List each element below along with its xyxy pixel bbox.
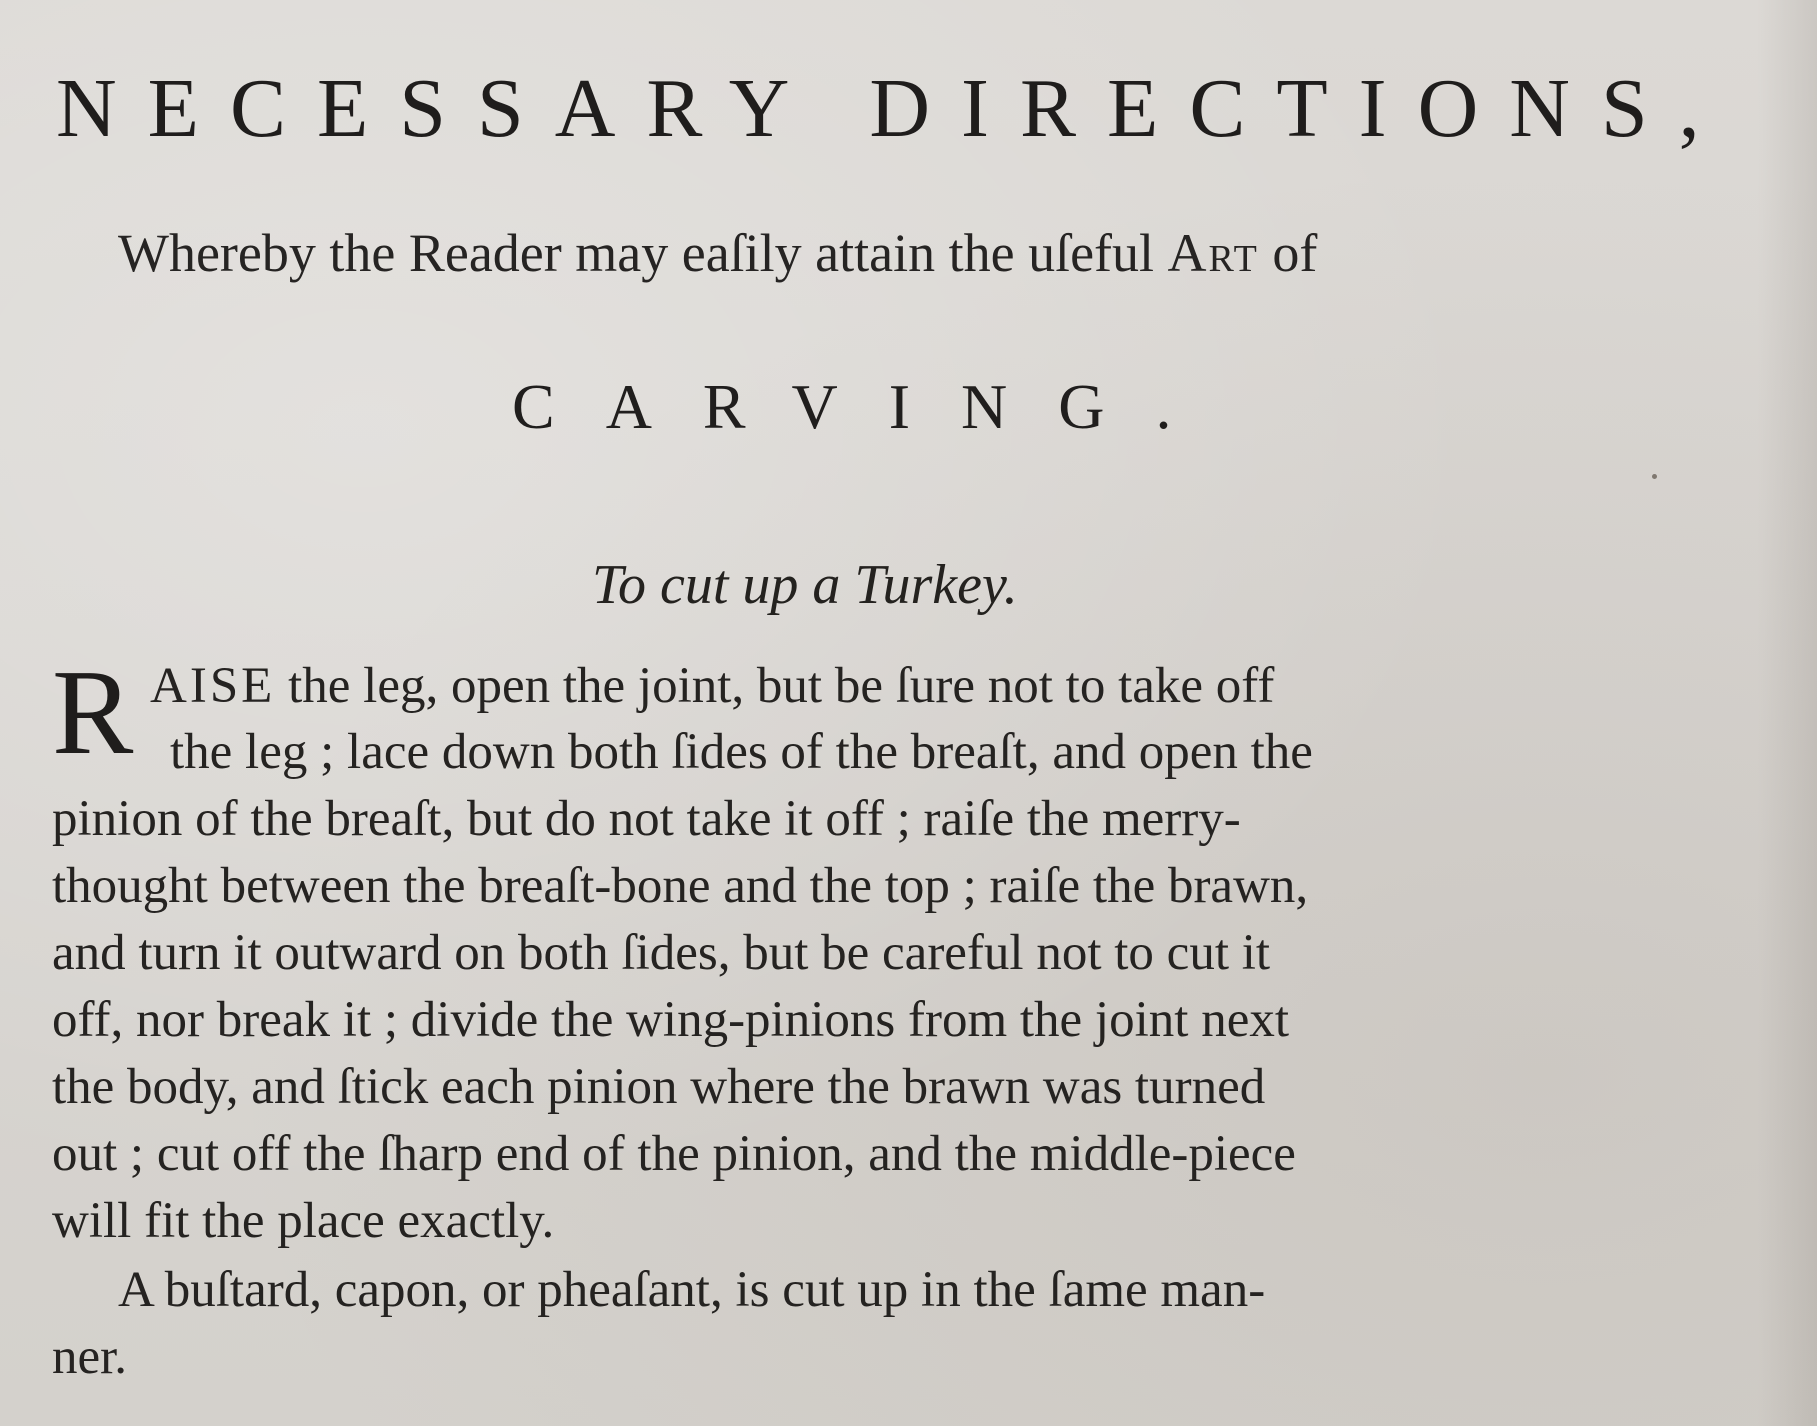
body-line-7: the body, and ſtick each pinion where the brawn was turned (52, 1059, 1266, 1115)
body-line-5: and turn it outward on both ſides, but be careful not to cut it (52, 925, 1271, 981)
first-word-rest: AISE (150, 658, 276, 714)
body-line-10: A buſtard, capon, or pheaſant, is cut up in the ſame man- (118, 1262, 1266, 1318)
drop-cap: R (52, 645, 134, 780)
body-line-8: out ; cut off the ſharp end of the pinion, and the middle-piece (52, 1126, 1296, 1182)
subtitle-text-end: of (1258, 223, 1318, 283)
page-title: NECESSARY DIRECTIONS, (56, 62, 1731, 155)
subtitle-art-word: Art (1167, 223, 1259, 283)
subtitle-text-start: Whereby the Reader may eaſily attain the uſeful (118, 223, 1168, 283)
subsection-heading: To cut up a Turkey. (592, 554, 1018, 616)
body-line-3: pinion of the breaſt, but do not take it off ; raiſe the merry- (52, 791, 1241, 847)
body-line-11: ner. (52, 1329, 128, 1385)
page-edge-shadow (1757, 0, 1817, 1426)
body-line-4: thought between the breaſt-bone and the top ; raiſe the brawn, (52, 858, 1309, 914)
section-title: CARVING. (512, 371, 1223, 442)
body-line-9: will fit the place exactly. (52, 1193, 555, 1249)
body-line-6: off, nor break it ; divide the wing-pinions from the joint next (52, 992, 1289, 1048)
ink-speck (1652, 474, 1657, 479)
line-1-text: the leg, open the joint, but be ſure not to take off (275, 658, 1275, 714)
body-line-2: the leg ; lace down both ſides of the breaſt, and open the (170, 724, 1313, 780)
body-line-1 (150, 658, 1274, 714)
page-subtitle (118, 222, 1317, 284)
